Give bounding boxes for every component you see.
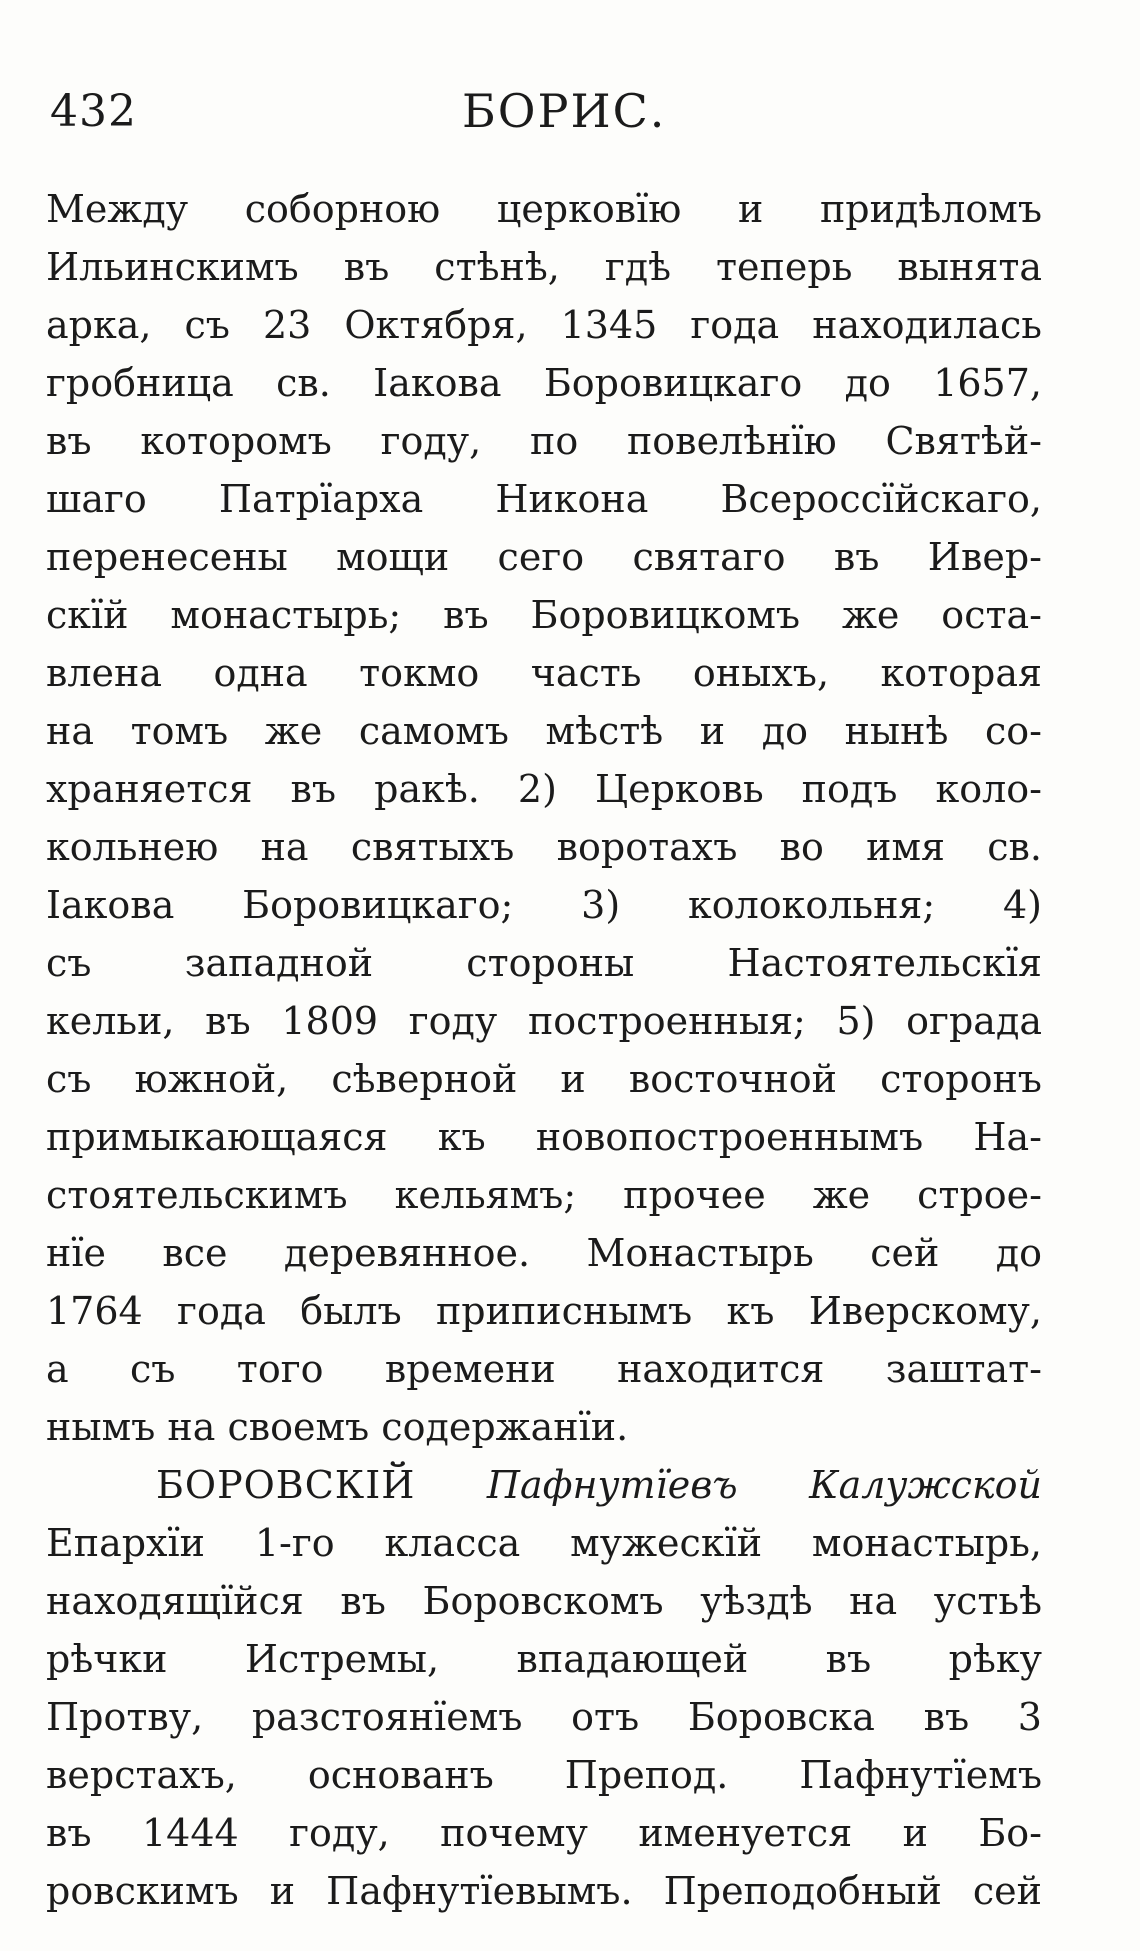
text-line: ровскимъ и Пафнутїевымъ. Преподобный сей: [46, 1869, 1042, 1913]
text-line: Ильинскимъ въ стѣнѣ, гдѣ теперь вынята: [46, 245, 1042, 289]
text-line: кельи, въ 1809 году построенныя; 5) ограда: [46, 999, 1042, 1043]
text-line: Между соборною церковїю и придѣломъ: [46, 187, 1042, 231]
entry-headword: БОРОВСКІЙ: [156, 1463, 416, 1507]
text-line: гробница св. Іакова Боровицкаго до 1657,: [46, 361, 1042, 405]
text-line: Епархїи 1-го класса мужескїй монастырь,: [46, 1521, 1042, 1565]
page-number: 432: [50, 86, 137, 137]
entry-first-line: [46, 1456, 1042, 1514]
text-line: влена одна токмо часть оныхъ, которая: [46, 651, 1042, 695]
running-head: БОРИС.: [462, 84, 667, 138]
text-line: шаго Патрїарха Никона Всероссїйскаго,: [46, 477, 1042, 521]
page-header: [0, 78, 1140, 148]
entry-first-line-text: Пафнутїевъ Калужской: [486, 1463, 1042, 1507]
text-line: 1764 года былъ приписнымъ къ Иверскому,: [46, 1289, 1042, 1333]
text-line: рѣчки Истремы, впадающей въ рѣку: [46, 1637, 1042, 1681]
text-line: въ которомъ году, по повелѣнїю Святѣй-: [46, 419, 1042, 463]
text-line: кольнею на святыхъ воротахъ во имя св.: [46, 825, 1042, 869]
text-line: верстахъ, основанъ Препод. Пафнутїемъ: [46, 1753, 1042, 1797]
text-line: съ южной, сѣверной и восточной сторонъ: [46, 1057, 1042, 1101]
text-line: примыкающаяся къ новопостроеннымъ На-: [46, 1115, 1042, 1159]
text-line: находящїйся въ Боровскомъ уѣздѣ на устьѣ: [46, 1579, 1042, 1623]
text-line: перенесены мощи сего святаго въ Ивер-: [46, 535, 1042, 579]
text-line: съ западной стороны Настоятельскїя: [46, 941, 1042, 985]
text-line: на томъ же самомъ мѣстѣ и до нынѣ со-: [46, 709, 1042, 753]
text-line: скїй монастырь; въ Боровицкомъ же оста-: [46, 593, 1042, 637]
text-line: нымъ на своемъ содержанїи.: [46, 1405, 629, 1449]
text-line: а съ того времени находится заштат-: [46, 1347, 1042, 1391]
body-text: [46, 180, 1042, 1920]
text-line: Протву, разстоянїемъ отъ Боровска въ 3: [46, 1695, 1042, 1739]
text-line: арка, съ 23 Октября, 1345 года находилась: [46, 303, 1042, 347]
text-line: нїе все деревянное. Монастырь сей до: [46, 1231, 1042, 1275]
text-line: въ 1444 году, почему именуется и Бо-: [46, 1811, 1042, 1855]
text-line: стоятельскимъ кельямъ; прочее же строе-: [46, 1173, 1042, 1217]
text-line: Іакова Боровицкаго; 3) колокольня; 4): [46, 883, 1042, 927]
text-line: храняется въ ракѣ. 2) Церковь подъ коло-: [46, 767, 1042, 811]
